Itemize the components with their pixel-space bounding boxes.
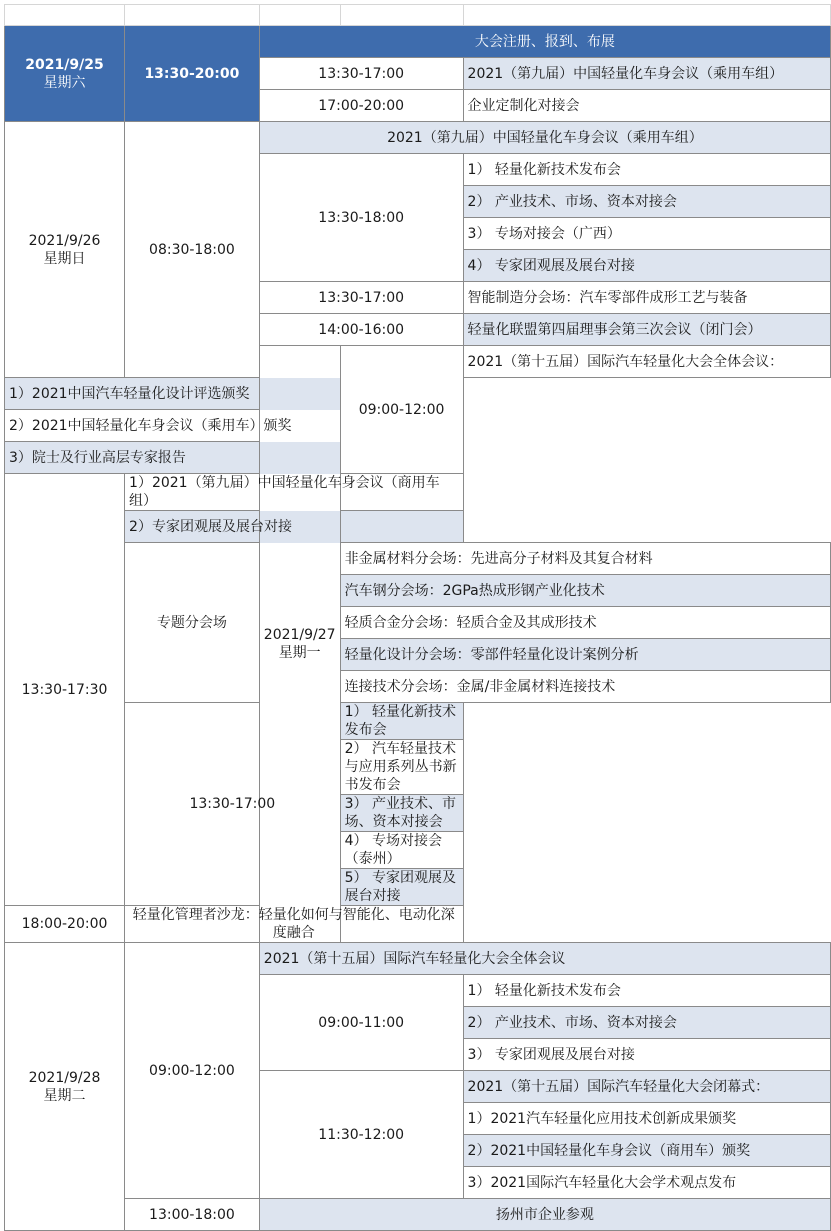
table-row [5, 511, 831, 543]
list-item: 1）2021中国汽车轻量化设计评选颁奖 [5, 378, 341, 410]
section-header: 2021（第九届）中国轻量化车身会议（乘用车组） [259, 122, 830, 154]
time-cell: 18:00-20:00 [5, 906, 125, 943]
list-item: 汽车钢分会场：2GPa热成形钢产业化技术 [340, 575, 830, 607]
session-time: 13:30-18:00 [259, 154, 463, 282]
table-row [5, 474, 831, 511]
list-item: 2）2021中国轻量化车身会议（乘用车）颁奖 [5, 410, 341, 442]
list-item: 2）2021中国轻量化车身会议（商用车）颁奖 [463, 1135, 830, 1167]
list-item: 连接技术分会场：金属/非金属材料连接技术 [340, 671, 830, 703]
date-cell: 2021/9/28 星期二 [5, 943, 125, 1231]
list-item: 3）2021国际汽车轻量化大会学术观点发布 [463, 1167, 830, 1199]
time-cell: 13:30-17:30 [5, 474, 125, 906]
time-cell: 13:30-20:00 [125, 26, 260, 122]
schedule-table [4, 4, 831, 1231]
list-item: 3） 专家团观展及展台对接 [463, 1039, 830, 1071]
time-cell: 08:30-18:00 [125, 122, 260, 378]
list-item: 2） 产业技术、市场、资本对接会 [463, 1007, 830, 1039]
time-cell: 09:00-12:00 [340, 346, 463, 474]
table-row [5, 943, 831, 975]
list-item: 1）2021汽车轻量化应用技术创新成果颁奖 [463, 1103, 830, 1135]
session-time: 11:30-12:00 [259, 1071, 463, 1199]
list-item: 4） 专家团观展及展台对接 [463, 250, 830, 282]
list-item: 1） 轻量化新技术发布会 [463, 154, 830, 186]
session-title: 企业定制化对接会 [463, 90, 830, 122]
list-item: 轻量化设计分会场：零部件轻量化设计案例分析 [340, 639, 830, 671]
session-title: 扬州市企业参观 [259, 1199, 830, 1231]
session-time: 13:30-17:00 [125, 703, 341, 906]
list-item: 轻质合金分会场：轻质合金及其成形技术 [340, 607, 830, 639]
list-item: 非金属材料分会场：先进高分子材料及其复合材料 [340, 543, 830, 575]
session-title: 轻量化管理者沙龙：轻量化如何与智能化、电动化深度融合 [125, 906, 464, 943]
table-row [5, 26, 831, 58]
list-item: 3） 产业技术、市场、资本对接会 [340, 795, 463, 832]
list-item: 2） 产业技术、市场、资本对接会 [463, 186, 830, 218]
table-row [5, 543, 831, 575]
date-cell: 2021/9/26 星期日 [5, 122, 125, 378]
table-row [5, 1199, 831, 1231]
list-item: 2） 汽车轻量技术与应用系列丛书新书发布会 [340, 740, 463, 795]
table-row [5, 906, 831, 943]
session-time: 13:30-17:00 [259, 282, 463, 314]
section-header: 2021（第十五届）国际汽车轻量化大会全体会议 [259, 943, 830, 975]
table-row [5, 703, 831, 740]
list-item: 3） 专场对接会（广西） [463, 218, 830, 250]
session-title: 智能制造分会场：汽车零部件成形工艺与装备 [463, 282, 830, 314]
session-title: 2）专家团观展及展台对接 [125, 511, 464, 543]
session-time: 09:00-11:00 [259, 975, 463, 1071]
list-item: 3）院士及行业高层专家报告 [5, 442, 341, 474]
date-cell: 2021/9/27 星期一 [259, 346, 340, 943]
list-item: 2021（第十五届）国际汽车轻量化大会闭幕式： [463, 1071, 830, 1103]
time-cell: 09:00-12:00 [125, 943, 260, 1199]
time-cell: 13:00-18:00 [125, 1199, 260, 1231]
session-time: 14:00-16:00 [259, 314, 463, 346]
session-time: 17:00-20:00 [259, 90, 463, 122]
list-item: 5） 专家团观展及展台对接 [340, 869, 463, 906]
table-row [5, 122, 831, 154]
sub-venue-label: 专题分会场 [125, 543, 260, 703]
section-header: 大会注册、报到、布展 [259, 26, 830, 58]
date-cell: 2021/9/25 星期六 [5, 26, 125, 122]
session-title: 2021（第九届）中国轻量化车身会议（乘用车组） [463, 58, 830, 90]
session-title: 2021（第十五届）国际汽车轻量化大会全体会议： [463, 346, 830, 378]
session-time: 13:30-17:00 [259, 58, 463, 90]
list-item: 1） 轻量化新技术发布会 [463, 975, 830, 1007]
session-title: 轻量化联盟第四届理事会第三次会议（闭门会） [463, 314, 830, 346]
list-item: 4） 专场对接会（泰州） [340, 832, 463, 869]
session-title: 1）2021（第九届）中国轻量化车身会议（商用车组） [125, 474, 464, 511]
column-header-row [5, 5, 831, 26]
list-item: 1） 轻量化新技术发布会 [340, 703, 463, 740]
